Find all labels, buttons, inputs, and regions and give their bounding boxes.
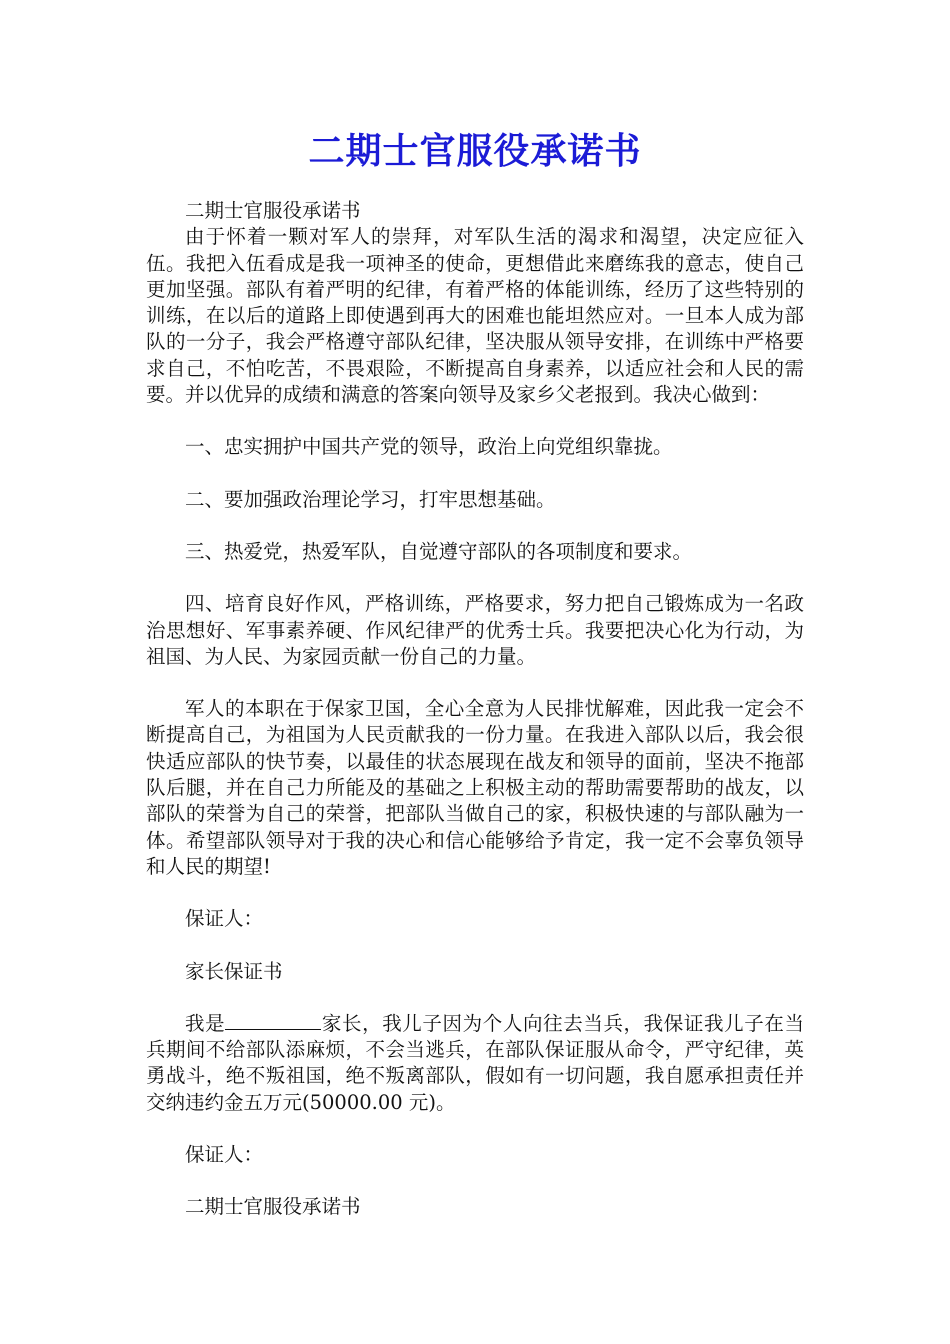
pledge-item-3: 三、热爱党，热爱军队，自觉遵守部队的各项制度和要求。 — [185, 539, 693, 563]
name-blank-line — [225, 1011, 321, 1030]
document-body — [146, 198, 804, 1221]
document-title: 二期士官服役承诺书 — [308, 131, 642, 172]
pledge-item-1: 一、忠实拥护中国共产党的领导，政治上向党组织靠拢。 — [185, 435, 673, 459]
guarantor-label-2: 保证人： — [185, 1143, 264, 1167]
pledge-item-2: 二、要加强政治理论学习，打牢思想基础。 — [185, 487, 556, 511]
parent-guarantee-heading: 家长保证书 — [185, 959, 283, 983]
pledge-item-4: 四、培育良好作风，严格训练，严格要求，努力把自己锻炼成为一名政治思想好、军事素养硬、作风纪律严的优秀士兵。我要把决心化为行动，为祖国、为人民、为家园贡献一份自己的力量。 — [146, 592, 804, 668]
paragraph-intro: 由于怀着一颗对军人的崇拜，对军队生活的渴求和渴望，决定应征入伍。我把入伍看成是我一项神圣的使命，更想借此来磨练我的意志，使自己更加坚强。部队有着严明的纪律，有着严格的体能训练，经历了这些特别的训练，在以后的道路上即使遇到再大的困难也能坦然应对。一旦本人成为部队的一分子，我会严格遵守部队纪律，坚决服从领导安排，在训练中严格要求自己，不怕吃苦，不畏艰险，不断提高自身素养，以适应社会和人民的需要。并以优异的成绩和满意的答案向领导及家乡父老报到。我决心做到： — [146, 225, 804, 407]
paragraph-duty: 军人的本职在于保家卫国，全心全意为人民排忧解难，因此我一定会不断提高自己，为祖国为人民贡献我的一份力量。在我进入部队以后，我会很快适应部队的快节奏，以最佳的状态展现在战友和领导的面前，坚决不拖部队后腿，并在自己力所能及的基础之上积极主动的帮助需要帮助的战友，以部队的荣誉为自己的荣誉，把部队当做自己的家，积极快速的与部队融为一体。希望部队领导对于我的决心和信心能够给予肯定，我一定不会辜负领导和人民的期望! — [146, 697, 804, 878]
heading-repeat: 二期士官服役承诺书 — [185, 199, 361, 222]
parent-guarantee-prefix: 我是 — [185, 1011, 226, 1035]
guarantor-label: 保证人： — [185, 907, 264, 931]
heading-repeat-footer: 二期士官服役承诺书 — [185, 1195, 361, 1219]
parent-guarantee-text: 家长，我儿子因为个人向往去当兵，我保证我儿子在当兵期间不给部队添麻烦，不会当逃兵，在部队保证服从命令，严守纪律，英勇战斗，绝不叛祖国，绝不叛离部队，假如有一切问题，我自愿承担责任并交纳违约金五万元(50000.00 元)。 — [146, 1011, 804, 1114]
parent-guarantee-paragraph — [146, 1011, 804, 1116]
